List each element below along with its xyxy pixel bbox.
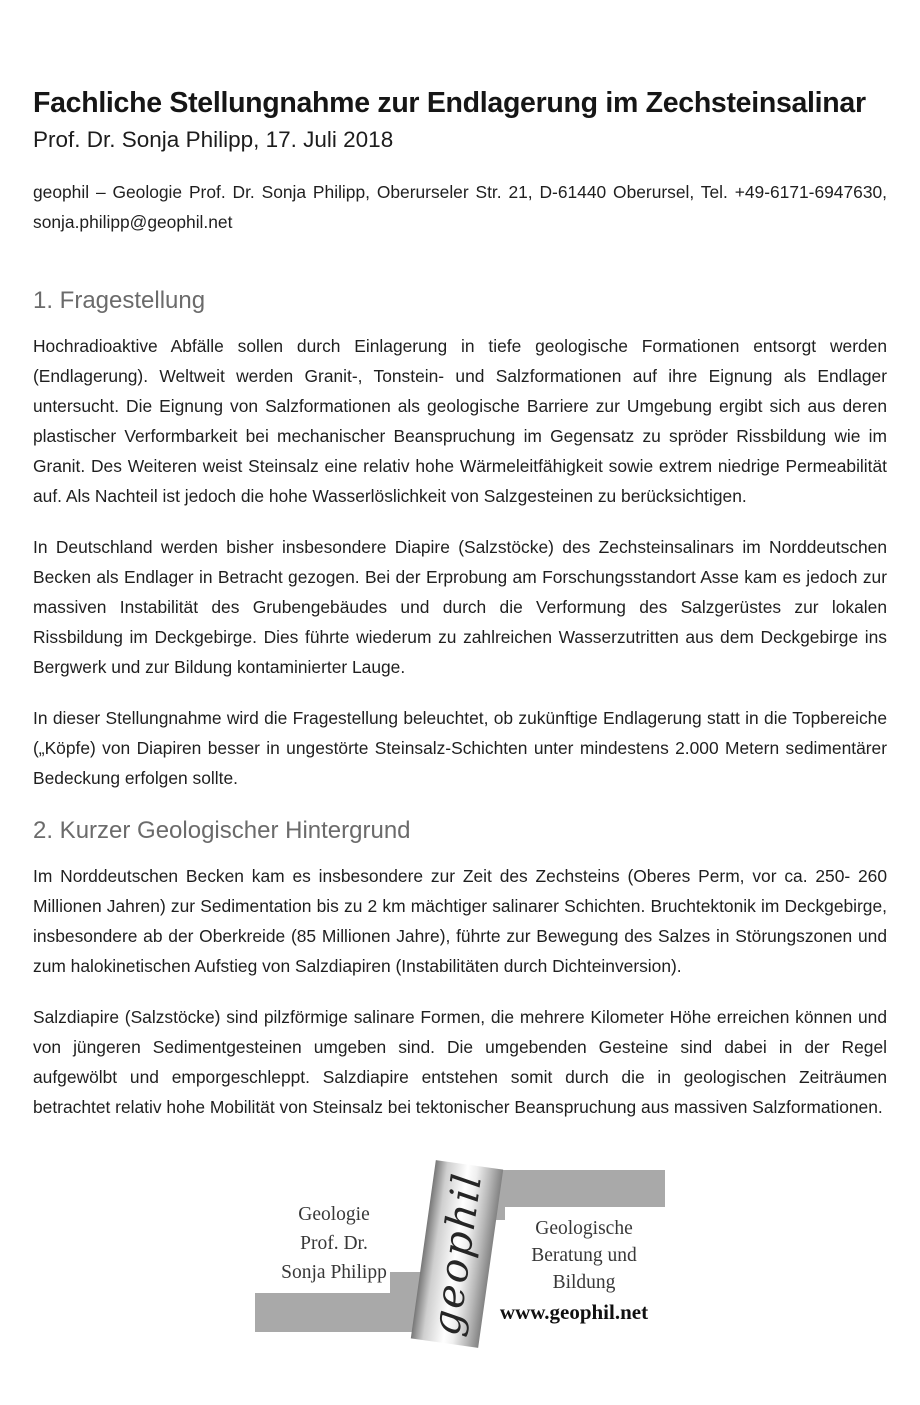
contact-line: geophil – Geologie Prof. Dr. Sonja Philipp, Oberurseler Str. 21, D-61440 Oberursel, Tel. +49-6171-6947630, sonja.philipp@geophil.net <box>33 182 887 233</box>
section-2-paragraph-2: Salzdiapire (Salzstöcke) sind pilzförmige salinare Formen, die mehrere Kilometer Höhe erreichen können und von jüngeren Sedimentgesteinen umgeben sind. Die umgebenden Gesteine sind dabei in der Regel aufgewölbt und emporgeschleppt. Salzdiapire entstehen somit durch die in geologischen Zeiträumen betrachtet relativ hohe Mobilität von Steinsalz bei tektonischer Beanspruchung aus massiven Salzformationen. <box>33 1006 887 1117</box>
section-1-paragraph-2: In Deutschland werden bisher insbesondere Diapire (Salzstöcke) des Zechsteinsalinars im Norddeutschen Becken als Endlager in Betracht gezogen. Bei der Erprobung am Forschungsstandort Asse kam es jedoch zur massiven Instabilität des Grubengebäudes und durch die Verformung des Salzgerüstes zur lokalen Rissbildung im Deckgebirge. Dies führte wiederum zu zahlreichen Wasserzutritten aus dem Deckgebirge ins Bergwerk und zur Bildung kontaminierter Lauge. <box>33 536 887 677</box>
logo-left-text-block <box>255 1200 413 1287</box>
logo-right-text-block <box>505 1215 663 1296</box>
logo-left-line-1: Geologie <box>298 1203 370 1225</box>
logo-right-line-2: Beratung und <box>531 1244 637 1266</box>
author-date-line: Prof. Dr. Sonja Philipp, 17. Juli 2018 <box>33 127 394 153</box>
document-title: Fachliche Stellungnahme zur Endlagerung im Zechsteinsalinar <box>33 87 866 119</box>
section-2-paragraph-1: Im Norddeutschen Becken kam es insbesondere zur Zeit des Zechsteins (Oberes Perm, vor ca. 250- 260 Millionen Jahren) zur Sedimentation bis zu 2 km mächtiger salinarer Schichten. Bruchtektonik im Deckgebirge, insbesondere ab der Oberkreide (85 Millionen Jahre), führte zur Bewegung des Salzes in Störungszonen und zum halokinetischen Aufstieg von Salzdiapiren (Instabilitäten durch Dichteinversion). <box>33 865 887 976</box>
logo-right-line-1: Geologische <box>535 1217 633 1239</box>
section-1-paragraph-3: In dieser Stellungnahme wird die Fragestellung beleuchtet, ob zukünftige Endlagerung statt in die Topbereiche („Köpfe) von Diapiren besser in ungestörte Steinsalz-Schichten unter mindestens 2.000 Metern sedimentärer Bedeckung erfolgen sollte. <box>33 707 887 788</box>
geophil-logo <box>255 1168 665 1340</box>
logo-brand-text: geophil <box>422 1169 492 1339</box>
logo-website: www.geophil.net <box>499 1299 649 1324</box>
logo-left-line-2: Prof. Dr. <box>300 1232 368 1254</box>
logo-left-line-3: Sonja Philipp <box>281 1261 387 1283</box>
section-2-heading: 2. Kurzer Geologischer Hintergrund <box>33 816 411 844</box>
section-1-heading: 1. Fragestellung <box>33 287 206 315</box>
logo-right-line-3: Bildung <box>552 1271 616 1293</box>
section-1-paragraph-1: Hochradioaktive Abfälle sollen durch Einlagerung in tiefe geologische Formationen entsorgt werden (Endlagerung). Weltweit werden Granit-, Tonstein- und Salzformationen auf ihre Eignung als Endlager untersucht. Die Eignung von Salzformationen als geologische Barriere zur Umgebung ergibt sich aus deren plastischer Verformbarkeit bei mechanischer Beanspruchung im Gegensatz zu spröder Rissbildung wie im Granit. Des Weiteren weist Steinsalz eine relativ hohe Wärmeleitfähigkeit sowie extrem niedrige Permeabilität auf. Als Nachteil ist jedoch die hohe Wasserlöslichkeit von Salzgesteinen zu berücksichtigen. <box>33 335 887 506</box>
